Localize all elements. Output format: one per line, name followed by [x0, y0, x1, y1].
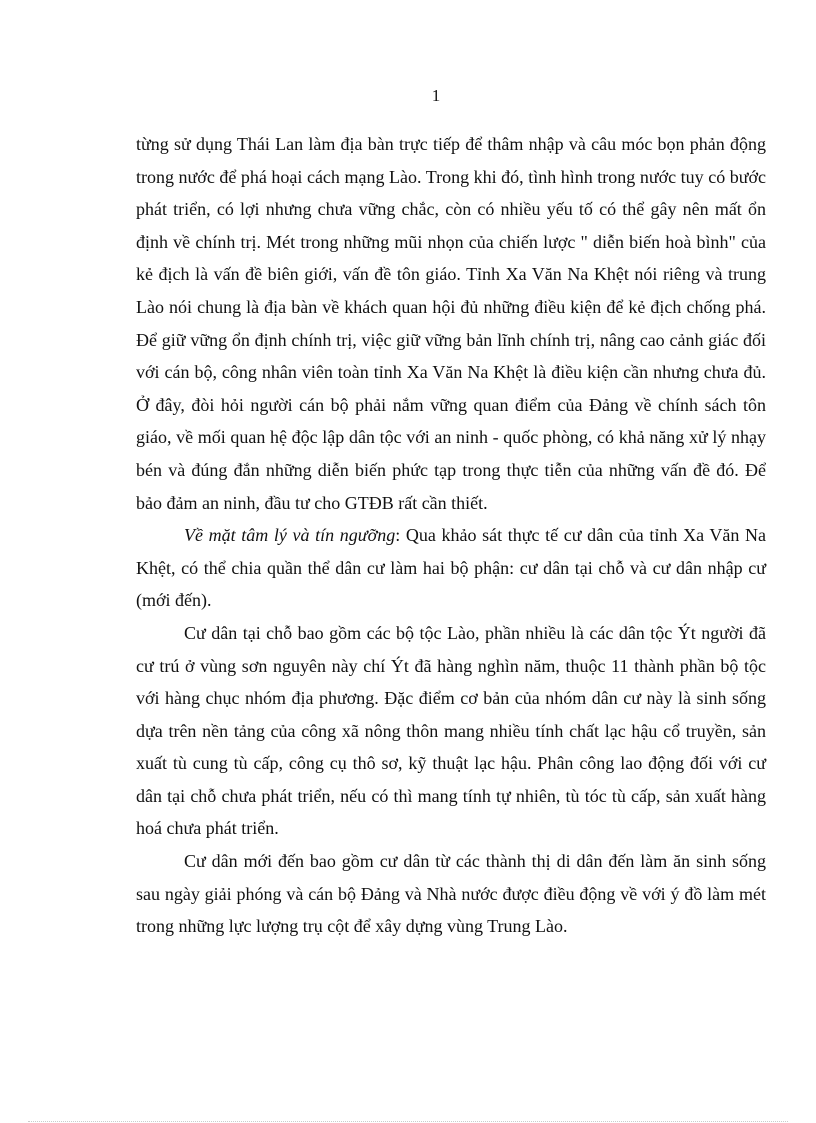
page-number: 1: [431, 86, 441, 105]
paragraph-new-residents: Cư dân mới đến bao gồm cư dân từ các thành thị di dân đến làm ăn sinh sống sau ngày giải phóng và cán bộ Đảng và Nhà nước được điều động về với ý đồ làm mét trong những lực lượng trụ cột để xây dựng vùng Trung Lào.: [136, 851, 766, 937]
paragraph-beliefs: [136, 519, 766, 617]
page-bottom-divider: [28, 1121, 788, 1122]
paragraph-text: : Qua khảo sát thực tế cư dân của tỉnh Xa Văn Na Khệt, có thể chia quần thể dân cư làm hai bộ phận: cư dân tại chỗ và cư dân nhập cư (mới đến).: [136, 525, 766, 611]
paragraph-local-residents: Cư dân tại chỗ bao gồm các bộ tộc Lào, phần nhiều là các dân tộc Ýt người đã cư trú ở vùng sơn nguyên này chí Ýt đã hàng nghìn năm, thuộc 11 thành phần bộ tộc với hàng chục nhóm địa phương. Đặc điểm cơ bản của nhóm dân cư này là sinh sống dựa trên nền tảng của công xã nông thôn mang nhiều tính chất lạc hậu cổ truyền, sản xuất tù cung tù cấp, công cụ thô sơ, kỹ thuật lạc hậu. Phân công lao động đối với cư dân tại chỗ chưa phát triển, nếu có thì mang tính tự nhiên, tù tóc tù cấp, sản xuất hàng hoá chưa phát triển.: [136, 622, 766, 839]
paragraph-heading: Về mặt tâm lý và tín ngưỡng: [184, 525, 396, 546]
body-text: [136, 128, 766, 943]
paragraph-continuation: từng sử dụng Thái Lan làm địa bàn trực tiếp để thâm nhập và câu móc bọn phản động trong nước để phá hoại cách mạng Lào. Trong khi đó, tình hình trong nước tuy có bước phát triển, có lợi nhưng chưa vững chắc, còn có nhiều yếu tố có thể gây nên mất ổn định về chính trị. Mét trong những mũi nhọn của chiến lược " diễn biến hoà bình" của kẻ địch là vấn đề biên giới, vấn đề tôn giáo. Tỉnh Xa Văn Na Khệt nói riêng và trung Lào nói chung là địa bàn về khách quan hội đủ những điều kiện để kẻ địch chống phá. Để giữ vững ổn định chính trị, việc giữ vững bản lĩnh chính trị, nâng cao cảnh giác đối với cán bộ, công nhân viên toàn tỉnh Xa Văn Na Khệt là điều kiện cần nhưng chưa đủ. Ở đây, đòi hỏi người cán bộ phải nắm vững quan điểm của Đảng về chính sách tôn giáo, về mối quan hệ độc lập dân tộc với an ninh - quốc phòng, có khả năng xử lý nhạy bén và đúng đắn những diễn biến phức tạp trong thực tiễn của những vấn đề đó. Để bảo đảm an ninh, đầu tư cho GTĐB rất cần thiết.: [136, 134, 766, 513]
